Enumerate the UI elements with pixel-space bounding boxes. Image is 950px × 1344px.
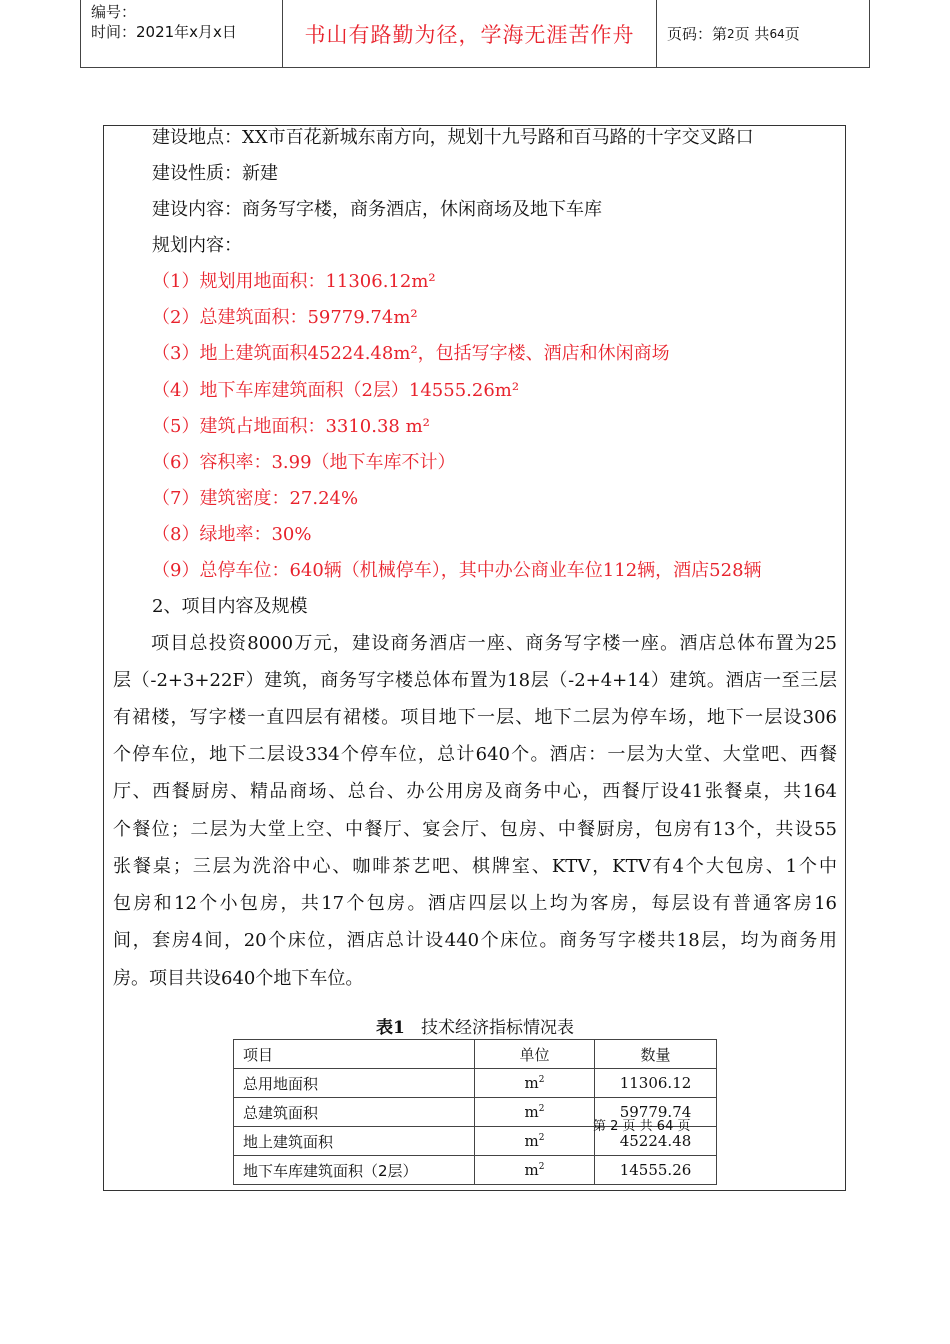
- section-title: 2、项目内容及规模: [152, 596, 308, 617]
- row-name: 总用地面积: [234, 1069, 475, 1098]
- plan-item: （1）规划用地面积：11306.12m²: [152, 271, 436, 292]
- planning-label: 规划内容：: [152, 235, 242, 256]
- page-header: [80, 0, 870, 68]
- row-unit: $m^2$: [475, 1156, 595, 1185]
- number-label: 编号：: [91, 3, 137, 21]
- plan-item: （4）地下车库建筑面积（2层）14555.26m²: [152, 380, 520, 401]
- plan-item: （7）建筑密度：27.24%: [152, 488, 359, 509]
- row-name: 地上建筑面积: [234, 1127, 475, 1156]
- header-item: 项目: [234, 1040, 475, 1069]
- row-name: 地下车库建筑面积（2层）: [234, 1156, 475, 1185]
- time-label: 时间：2021年x月x日: [91, 23, 237, 41]
- paragraph-line: 个停车位，地下二层设334个停车位，总计640个。酒店：一层为大堂、大堂吧、西餐: [113, 744, 837, 765]
- construction-site: 建设地点：XX市百花新城东南方向，规划十九号路和百马路的十字交叉路口: [152, 127, 754, 148]
- table-row: [234, 1069, 717, 1098]
- construction-content: 建设内容：商务写字楼，商务酒店，休闲商场及地下车库: [152, 199, 602, 220]
- header-quantity: 数量: [595, 1040, 717, 1069]
- page-mid: 页 共: [734, 25, 770, 43]
- header-unit: 单位: [475, 1040, 595, 1069]
- plan-item: （3）地上建筑面积45224.48m²，包括写字楼、酒店和休闲商场: [152, 343, 670, 364]
- table-caption-number: 表1: [375, 1018, 405, 1038]
- table-header-row: [234, 1040, 717, 1069]
- plan-item: （5）建筑占地面积：3310.38 m²: [152, 416, 430, 437]
- table-row: [234, 1156, 717, 1185]
- paragraph-line: 个餐位；二层为大堂上空、中餐厅、宴会厅、包房、中餐厨房，包房有13个，共设55: [113, 819, 837, 840]
- page-number: 2: [727, 26, 735, 41]
- plan-item: （2）总建筑面积：59779.74m²: [152, 307, 418, 328]
- row-value: 11306.12: [595, 1069, 717, 1098]
- page-total: 64: [769, 26, 785, 41]
- indicator-table: [233, 1039, 717, 1185]
- paragraph-line: 有裙楼，写字楼一直四层有裙楼。项目地下一层、地下二层为停车场，地下一层设306: [113, 707, 837, 728]
- paragraph-line: 厅、西餐厨房、精品商场、总台、办公用房及商务中心，西餐厅设41张餐桌，共164: [113, 781, 837, 802]
- page-prefix: 页码：第: [667, 25, 728, 43]
- header-meta: [81, 0, 283, 67]
- plan-item: （8）绿地率：30%: [152, 524, 312, 545]
- page-indicator: [657, 0, 869, 67]
- header-motto: 书山有路勤为径，学海无涯苦作舟: [283, 0, 657, 67]
- plan-item: （9）总停车位：640辆（机械停车），其中办公商业车位112辆，酒店528辆: [152, 560, 762, 581]
- page-suffix: 页: [784, 25, 800, 43]
- plan-item: （6）容积率：3.99（地下车库不计）: [152, 452, 456, 473]
- row-value: 45224.48: [595, 1127, 717, 1156]
- page-watermark: 第 2 页 共 64 页: [593, 1119, 691, 1134]
- row-name: 总建筑面积: [234, 1098, 475, 1127]
- table-caption: [0, 1013, 950, 1038]
- paragraph-line: 张餐桌；三层为洗浴中心、咖啡茶艺吧、棋牌室、KTV，KTV有4个大包房、1个中: [113, 856, 837, 877]
- row-value: 14555.26: [595, 1156, 717, 1185]
- paragraph-line: 层（-2+3+22F）建筑，商务写字楼总体布置为18层（-2+4+14）建筑。酒店一至三层: [113, 670, 837, 691]
- table-caption-text: 技术经济指标情况表: [421, 1018, 575, 1038]
- construction-type: 建设性质：新建: [152, 163, 278, 184]
- paragraph-line: 项目总投资8000万元，建设商务酒店一座、商务写字楼一座。酒店总体布置为25: [151, 633, 837, 654]
- paragraph-line: 房。项目共设640个地下车位。: [113, 968, 364, 989]
- row-unit: $m^2$: [475, 1069, 595, 1098]
- row-value: 59779.74: [595, 1098, 717, 1127]
- paragraph-line: 间，套房4间，20个床位，酒店总计设440个床位。商务写字楼共18层，均为商务用: [113, 930, 837, 951]
- row-unit: $m^2$: [475, 1127, 595, 1156]
- row-unit: $m^2$: [475, 1098, 595, 1127]
- paragraph-line: 包房和12个小包房，共17个包房。酒店四层以上均为客房，每层设有普通客房16: [113, 893, 837, 914]
